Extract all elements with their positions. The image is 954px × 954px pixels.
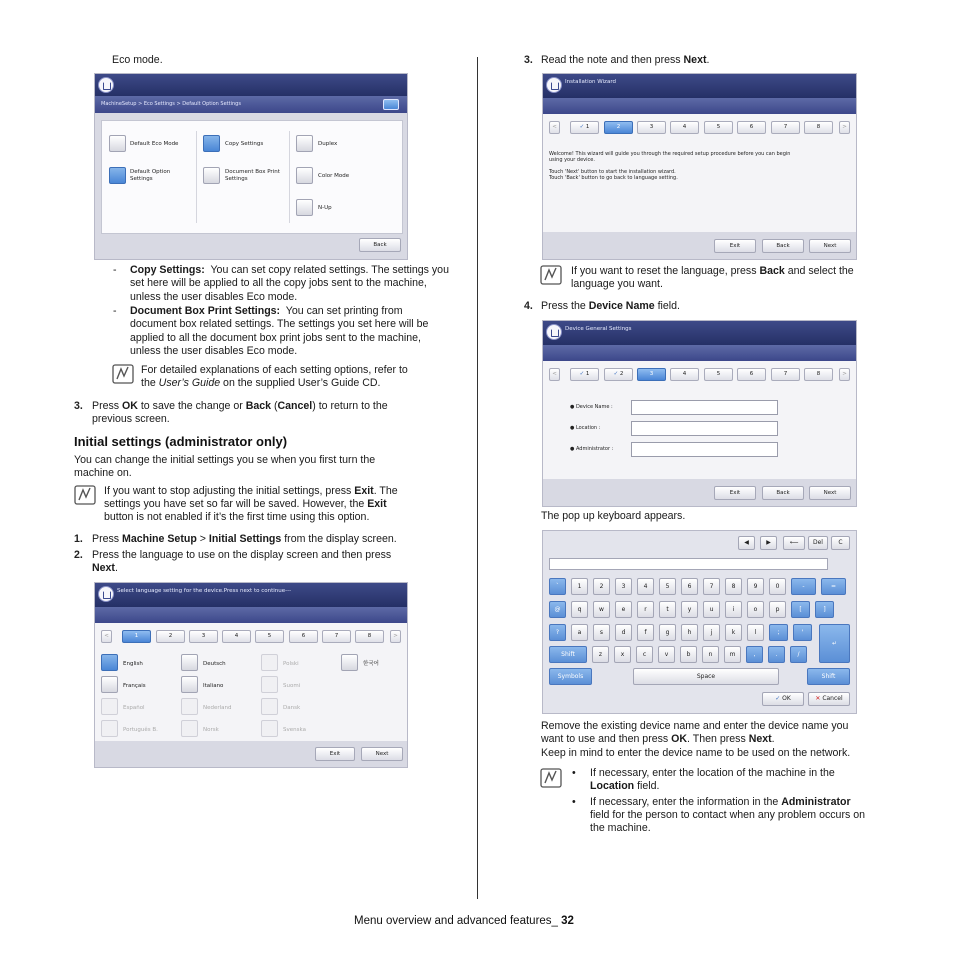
lang-espanol-button[interactable] — [101, 698, 118, 715]
ok-button[interactable]: ✓ OK — [762, 692, 804, 706]
home-icon[interactable] — [546, 77, 562, 93]
intro-line2: machine on. — [74, 467, 132, 479]
note4-bullet1-line2: Location field. — [590, 780, 660, 792]
exit-button[interactable]: Exit — [315, 747, 355, 761]
note-icon — [112, 364, 134, 384]
popup-keyboard — [542, 530, 857, 714]
step-6[interactable]: 6 — [737, 121, 766, 134]
default-option-settings-screen — [94, 73, 408, 260]
step-2[interactable]: 2 — [604, 121, 633, 134]
left-arrow-key[interactable]: ◀ — [738, 536, 755, 550]
step-7[interactable]: 7 — [322, 630, 351, 643]
shift-key-right[interactable]: Shift — [807, 668, 850, 685]
lang-label: Dansk — [283, 705, 301, 711]
key-symbol[interactable]: / — [790, 646, 807, 663]
step-3[interactable]: 3 — [637, 121, 666, 134]
step-6[interactable]: 6 — [737, 368, 766, 381]
key-j[interactable]: j — [703, 624, 720, 641]
key-w[interactable]: w — [593, 601, 610, 618]
prev-arrow[interactable]: < — [549, 368, 560, 381]
key-l[interactable]: l — [747, 624, 764, 641]
step-number: 3. — [74, 400, 83, 412]
device-general-settings-screen — [542, 320, 857, 507]
back-button[interactable]: Back — [762, 486, 804, 500]
screen-title: Select language setting for the device.Press next to continue--- — [95, 583, 407, 607]
key-b[interactable]: b — [680, 646, 697, 663]
step-1[interactable]: ✓ 1 — [570, 368, 599, 381]
color-mode-label: Color Mode — [318, 173, 350, 179]
key-symbol[interactable]: ? — [549, 624, 566, 641]
backspace-key[interactable]: ⟵ — [783, 536, 805, 550]
enter-key[interactable]: ↵ — [819, 624, 850, 663]
copy-settings-description: Copy Settings: You can set copy related settings. The settings you set here will be applied to all the copy jobs sent to the machine, unless the user disables Eco mode. — [130, 264, 449, 303]
del-key[interactable]: Del — [808, 536, 828, 550]
key-0[interactable]: 0 — [769, 578, 786, 595]
device-name-label: ● Device Name : — [570, 404, 613, 410]
lang-korean-button[interactable] — [341, 654, 358, 671]
wizard-message-3: Touch 'Next' button to start the installation wizard. — [549, 169, 676, 175]
next-button[interactable]: Next — [809, 486, 851, 500]
duplex-button[interactable] — [296, 135, 313, 152]
key-o[interactable]: o — [747, 601, 764, 618]
step-3[interactable]: 3 — [637, 368, 666, 381]
key-symbol[interactable]: ] — [815, 601, 834, 618]
lang-label: Suomi — [283, 683, 301, 689]
n-up-button[interactable] — [296, 199, 313, 216]
n-up-label: N-Up — [318, 205, 332, 211]
default-eco-mode-button[interactable] — [109, 135, 126, 152]
key-5[interactable]: 5 — [659, 578, 676, 595]
lang-francais-button[interactable] — [101, 676, 118, 693]
key-t[interactable]: t — [659, 601, 676, 618]
step2-line1: Press the language to use on the display screen and then press — [92, 549, 392, 561]
screen-title: Device General Settings — [543, 321, 856, 345]
key-symbol[interactable]: ; — [769, 624, 788, 641]
wizard-message-4: Touch 'Back' button to go back to language setting. — [549, 175, 678, 181]
lang-label: 한국어 — [363, 661, 379, 667]
lang-label: Français — [123, 683, 146, 689]
note-icon — [540, 265, 562, 285]
note1-line1: For detailed explanations of each setting options, refer to — [141, 364, 408, 376]
lang-dansk-button[interactable] — [261, 698, 278, 715]
step-4[interactable]: 4 — [670, 121, 699, 134]
step4-text: Press the Device Name field. — [541, 300, 680, 312]
options-area — [101, 120, 403, 234]
wizard-message-2: using your device. — [549, 157, 595, 163]
key-3[interactable]: 3 — [615, 578, 632, 595]
bullet-dot: • — [572, 796, 576, 808]
key-a[interactable]: a — [571, 624, 588, 641]
step-5[interactable]: 5 — [704, 368, 733, 381]
symbols-key[interactable]: Symbols — [549, 668, 592, 685]
key-2[interactable]: 2 — [593, 578, 610, 595]
lang-polski-button[interactable] — [261, 654, 278, 671]
page-number: 32 — [561, 915, 574, 927]
back-button[interactable]: Back — [359, 238, 401, 252]
key-q[interactable]: q — [571, 601, 588, 618]
page-footer: Menu overview and advanced features_ 32 — [354, 915, 574, 927]
key-v[interactable]: v — [658, 646, 675, 663]
key-symbol[interactable]: Shift — [549, 646, 587, 663]
key-r[interactable]: r — [637, 601, 654, 618]
copy-settings-button[interactable] — [203, 135, 220, 152]
exit-button[interactable]: Exit — [714, 239, 756, 253]
key-symbol[interactable]: ` — [549, 578, 566, 595]
key-c[interactable]: c — [636, 646, 653, 663]
color-mode-button[interactable] — [296, 167, 313, 184]
key-e[interactable]: e — [615, 601, 632, 618]
note4-bullet2-line3: the machine. — [590, 822, 651, 834]
next-arrow[interactable]: > — [839, 121, 850, 134]
right-arrow-key[interactable]: ▶ — [760, 536, 777, 550]
screen-bar — [543, 345, 856, 361]
keep-in-mind-text: Keep in mind to enter the device name to be used on the network. — [541, 747, 851, 759]
step-number: 3. — [524, 54, 533, 66]
lang-english-button[interactable] — [101, 654, 118, 671]
lang-label: Español — [123, 705, 145, 711]
step-number: 4. — [524, 300, 533, 312]
location-field[interactable] — [631, 421, 778, 436]
lang-label: Nederland — [203, 705, 232, 711]
lang-nederland-button[interactable] — [181, 698, 198, 715]
lang-norsk-button[interactable] — [181, 720, 198, 737]
home-icon[interactable] — [98, 77, 114, 93]
step-4[interactable]: 4 — [670, 368, 699, 381]
screen-bar — [543, 98, 856, 114]
step-6[interactable]: 6 — [289, 630, 318, 643]
next-arrow[interactable]: > — [390, 630, 401, 643]
note4-bullet2-line2: field for the person to contact when any problem occurs on — [590, 809, 866, 821]
home-icon[interactable] — [546, 324, 562, 340]
key-symbol[interactable]: = — [821, 578, 846, 595]
step-2[interactable]: 2 — [156, 630, 185, 643]
lang-suomi-button[interactable] — [261, 676, 278, 693]
copy-settings-label: Copy Settings — [225, 141, 264, 147]
wizard-message-1: Welcome! This wizard will guide you through the required setup procedure before you can begin — [549, 151, 791, 157]
lang-svenska-button[interactable] — [261, 720, 278, 737]
key-9[interactable]: 9 — [747, 578, 764, 595]
step1-text: Press Machine Setup > Initial Settings from the display screen. — [92, 533, 397, 545]
intro-line1: You can change the initial settings you se when you first turn the — [74, 454, 376, 466]
installation-wizard-screen — [542, 73, 857, 260]
lang-portugues-button[interactable] — [101, 720, 118, 737]
key-symbol[interactable]: ' — [793, 624, 812, 641]
note2-line3: button is not enabled if it’s the first time using this option. — [104, 511, 370, 523]
prev-arrow[interactable]: < — [101, 630, 112, 643]
step-4[interactable]: 4 — [222, 630, 251, 643]
key-7[interactable]: 7 — [703, 578, 720, 595]
lang-label: Português B. — [123, 727, 158, 733]
lang-label: Norsk — [203, 727, 219, 733]
step-7[interactable]: 7 — [771, 368, 800, 381]
default-eco-mode-label: Default Eco Mode — [130, 141, 179, 147]
language-select-screen — [94, 582, 408, 768]
step2-line2: Next. — [92, 562, 118, 574]
document-box-print-settings-button[interactable] — [203, 167, 220, 184]
exit-button[interactable]: Exit — [714, 486, 756, 500]
cancel-button[interactable]: ✕ Cancel — [808, 692, 850, 706]
key-k[interactable]: k — [725, 624, 742, 641]
note1-line2: the User’s Guide on the supplied User’s Guide CD. — [141, 377, 381, 389]
document-box-description: Document Box Print Settings: You can set printing from document box related settings. The settings you set here will be applied to all the document box print jobs sent to the machine, unless the user disables Eco mode. — [130, 305, 429, 358]
key-8[interactable]: 8 — [725, 578, 742, 595]
popup-text: The pop up keyboard appears. — [541, 510, 686, 522]
key-p[interactable]: p — [769, 601, 786, 618]
step-2[interactable]: ✓ 2 — [604, 368, 633, 381]
step-number: 2. — [74, 549, 83, 561]
step3-line1: Press OK to save the change or Back (Cancel) to return to the — [92, 400, 388, 412]
key-symbol[interactable]: @ — [549, 601, 566, 618]
next-button[interactable]: Next — [809, 239, 851, 253]
device-name-field[interactable] — [631, 400, 778, 415]
note-icon — [540, 768, 562, 788]
duplex-label: Duplex — [318, 141, 338, 147]
next-arrow[interactable]: > — [839, 368, 850, 381]
note3-line1: If you want to reset the language, press Back and select the — [571, 265, 854, 277]
location-label: ● Location : — [570, 425, 601, 431]
document-box-print-settings-label: Document Box Print Settings — [225, 169, 280, 182]
key-4[interactable]: 4 — [637, 578, 654, 595]
key-f[interactable]: f — [637, 624, 654, 641]
key-x[interactable]: x — [614, 646, 631, 663]
default-option-settings-label: Default Option Settings — [130, 169, 171, 182]
step-1[interactable]: 1 — [122, 630, 151, 643]
next-button[interactable]: Next — [361, 747, 403, 761]
lang-label: English — [123, 661, 143, 667]
key-z[interactable]: z — [592, 646, 609, 663]
key-m[interactable]: m — [724, 646, 741, 663]
lang-label: Deutsch — [203, 661, 226, 667]
key-g[interactable]: g — [659, 624, 676, 641]
step-5[interactable]: 5 — [255, 630, 284, 643]
step3-line2: previous screen. — [92, 413, 170, 425]
step3-text: Read the note and then press Next. — [541, 54, 710, 66]
step-8[interactable]: 8 — [804, 121, 833, 134]
key-i[interactable]: i — [725, 601, 742, 618]
lang-deutsch-button[interactable] — [181, 654, 198, 671]
keyboard-input[interactable] — [549, 558, 828, 570]
step-7[interactable]: 7 — [771, 121, 800, 134]
key-6[interactable]: 6 — [681, 578, 698, 595]
column-divider — [477, 57, 478, 899]
key-s[interactable]: s — [593, 624, 610, 641]
key-y[interactable]: y — [681, 601, 698, 618]
step-5[interactable]: 5 — [704, 121, 733, 134]
key-symbol[interactable]: [ — [791, 601, 810, 618]
lang-label: Italiano — [203, 683, 224, 689]
home-icon[interactable] — [98, 586, 114, 602]
step-8[interactable]: 8 — [804, 368, 833, 381]
step-number: 1. — [74, 533, 83, 545]
key-n[interactable]: n — [702, 646, 719, 663]
administrator-field[interactable] — [631, 442, 778, 457]
keyboard-icon[interactable] — [383, 99, 399, 110]
note-icon — [74, 485, 96, 505]
key-d[interactable]: d — [615, 624, 632, 641]
key-1[interactable]: 1 — [571, 578, 588, 595]
breadcrumb: MachineSetup > Eco Settings > Default Option Settings — [95, 96, 407, 113]
administrator-label: ● Administrator : — [570, 446, 614, 452]
eco-mode-text: Eco mode. — [112, 54, 163, 66]
key-symbol[interactable]: - — [791, 578, 816, 595]
screen-header — [95, 74, 407, 96]
remove-line2: want to use and then press OK. Then press Next. — [541, 733, 775, 745]
key-h[interactable]: h — [681, 624, 698, 641]
back-button[interactable]: Back — [762, 239, 804, 253]
screen-title: Installation Wizard — [543, 74, 856, 98]
note3-line2: language you want. — [571, 278, 663, 290]
lang-label: Polski — [283, 661, 299, 667]
step-3[interactable]: 3 — [189, 630, 218, 643]
note4-bullet1-line1: If necessary, enter the location of the machine in the — [590, 767, 835, 779]
note4-bullet2-line1: If necessary, enter the information in the Administrator — [590, 796, 851, 808]
prev-arrow[interactable]: < — [549, 121, 560, 134]
key-symbol[interactable]: . — [768, 646, 785, 663]
lang-italiano-button[interactable] — [181, 676, 198, 693]
lang-label: Svenska — [283, 727, 306, 733]
clear-key[interactable]: C — [831, 536, 850, 550]
note2-line1: If you want to stop adjusting the initial settings, press Exit. The — [104, 485, 398, 497]
key-symbol[interactable]: , — [746, 646, 763, 663]
space-key[interactable]: Space — [633, 668, 779, 685]
note2-line2: settings you have set so far will be saved. However, the Exit — [104, 498, 387, 510]
step-1[interactable]: ✓ 1 — [570, 121, 599, 134]
key-u[interactable]: u — [703, 601, 720, 618]
default-option-settings-button[interactable] — [109, 167, 126, 184]
screen-bar — [95, 607, 407, 623]
step-8[interactable]: 8 — [355, 630, 384, 643]
remove-line1: Remove the existing device name and enter the device name you — [541, 720, 849, 732]
section-heading: Initial settings (administrator only) — [74, 434, 288, 449]
bullet-dot: • — [572, 767, 576, 779]
